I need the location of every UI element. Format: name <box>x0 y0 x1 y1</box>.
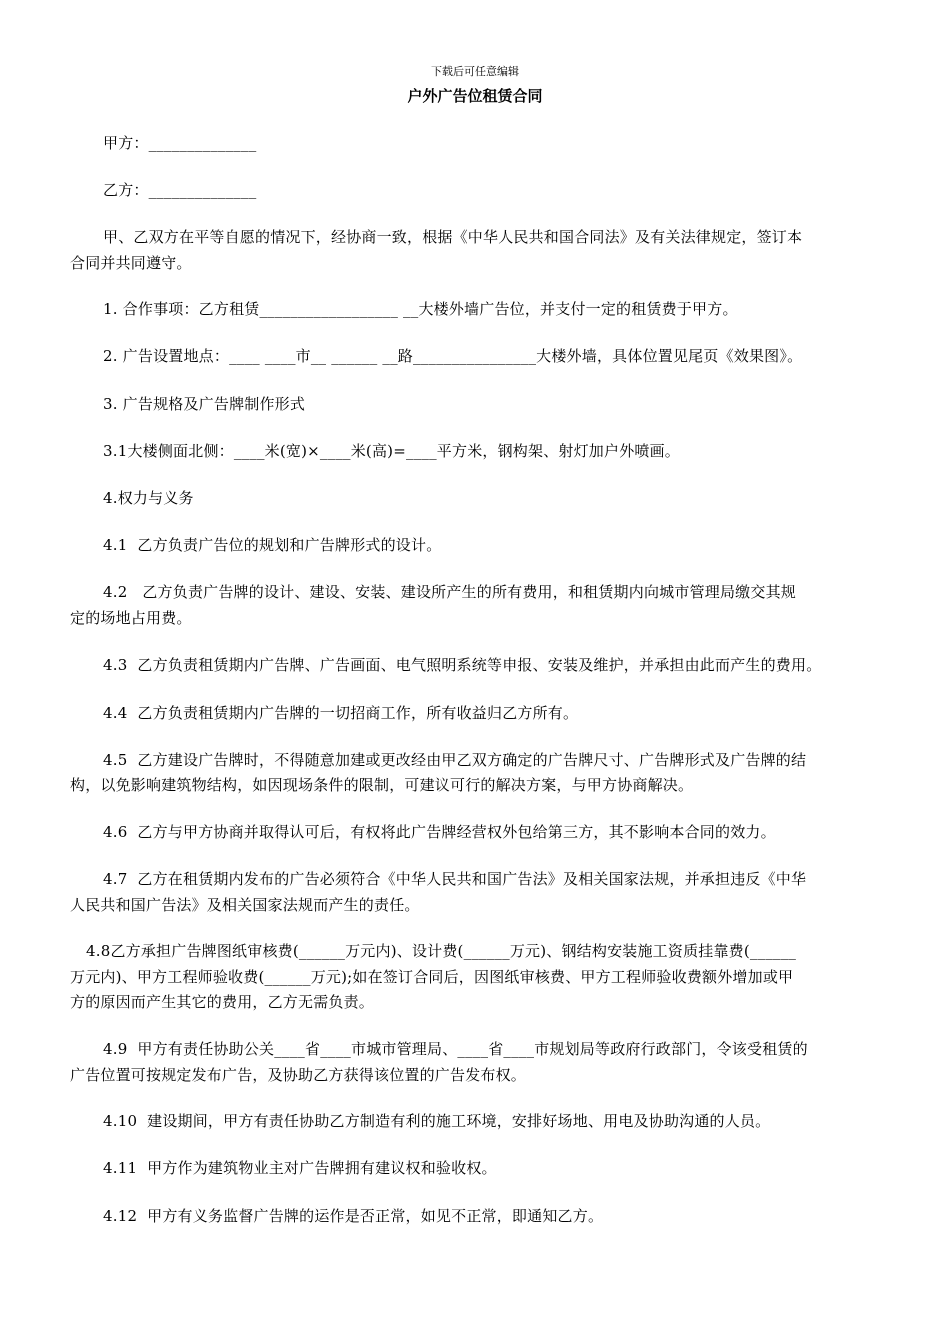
clause-4-8-line-2: 万元内)、甲方工程师验收费(______万元);如在签订合同后，因图纸审核费、甲方工程师验收费额外增加或甲 <box>70 968 794 986</box>
clause-4-2-line-1: 4.2 乙方负责广告牌的设计、建设、安装、建设所产生的所有费用，和租赁期内向城市管理局缴交其规 <box>103 583 796 601</box>
clause-4-11: 4.11 甲方作为建筑物业主对广告牌拥有建议权和验收权。 <box>103 1159 497 1177</box>
clause-4-8-line-3: 方的原因而产生其它的费用，乙方无需负责。 <box>70 993 375 1011</box>
document-title: 户外广告位租赁合同 <box>407 87 543 105</box>
clause-4: 4.权力与义务 <box>103 489 194 507</box>
clause-4-5-line-1: 4.5 乙方建设广告牌时，不得随意加建或更改经由甲乙双方确定的广告牌尺寸、广告牌形式及广告牌的结 <box>103 751 807 769</box>
clause-4-5-line-2: 构，以免影响建筑物结构，如因现场条件的限制，可建议可行的解决方案，与甲方协商解决。 <box>70 776 694 794</box>
clause-4-9-line-2: 广告位置可按规定发布广告，及协助乙方获得该位置的广告发布权。 <box>70 1066 527 1084</box>
clause-2: 2. 广告设置地点：____ ____市__ ______ __路________________大楼外墙，具体位置见尾页《效果图》。 <box>103 347 803 365</box>
header-note: 下载后可任意编辑 <box>431 65 519 78</box>
clause-1: 1. 合作事项：乙方租赁__________________ __大楼外墙广告位，并支付一定的租赁费于甲方。 <box>103 300 738 318</box>
clause-4-2-line-2: 定的场地占用费。 <box>70 609 192 627</box>
clause-3-1: 3.1大楼侧面北侧：____米(宽)×____米(高)=____平方米，钢构架、射灯加户外喷画。 <box>103 442 681 460</box>
clause-4-9-line-1: 4.9 甲方有责任协助公关____省____市城市管理局、____省____市规划局等政府行政部门，令该受租赁的 <box>103 1040 808 1058</box>
party-a-line: 甲方：______________ <box>103 134 257 152</box>
preamble-line-2: 合同并共同遵守。 <box>70 254 192 272</box>
clause-4-3: 4.3 乙方负责租赁期内广告牌、广告画面、电气照明系统等申报、安装及维护，并承担由此而产生的费用。 <box>103 656 822 674</box>
clause-4-10: 4.10 建设期间，甲方有责任协助乙方制造有利的施工环境，安排好场地、用电及协助沟通的人员。 <box>103 1112 771 1130</box>
clause-4-7-line-1: 4.7 乙方在租赁期内发布的广告必须符合《中华人民共和国广告法》及相关国家法规，并承担违反《中华 <box>103 870 807 888</box>
preamble-line-1: 甲、乙双方在平等自愿的情况下，经协商一致，根据《中华人民共和国合同法》及有关法律规定，签订本 <box>103 228 803 246</box>
clause-4-8-line-1: 4.8乙方承担广告牌图纸审核费(______万元内)、设计费(______万元)、钢结构安装施工资质挂靠费(______ <box>86 942 797 960</box>
clause-4-1: 4.1 乙方负责广告位的规划和广告牌形式的设计。 <box>103 536 442 554</box>
clause-4-6: 4.6 乙方与甲方协商并取得认可后，有权将此广告牌经营权外包给第三方，其不影响本合同的效力。 <box>103 823 776 841</box>
clause-4-12: 4.12 甲方有义务监督广告牌的运作是否正常，如见不正常，即通知乙方。 <box>103 1207 604 1225</box>
party-b-line: 乙方：______________ <box>103 181 257 199</box>
clause-3: 3. 广告规格及广告牌制作形式 <box>103 395 306 413</box>
clause-4-7-line-2: 人民共和国广告法》及相关国家法规而产生的责任。 <box>70 896 420 914</box>
clause-4-4: 4.4 乙方负责租赁期内广告牌的一切招商工作，所有收益归乙方所有。 <box>103 704 579 722</box>
